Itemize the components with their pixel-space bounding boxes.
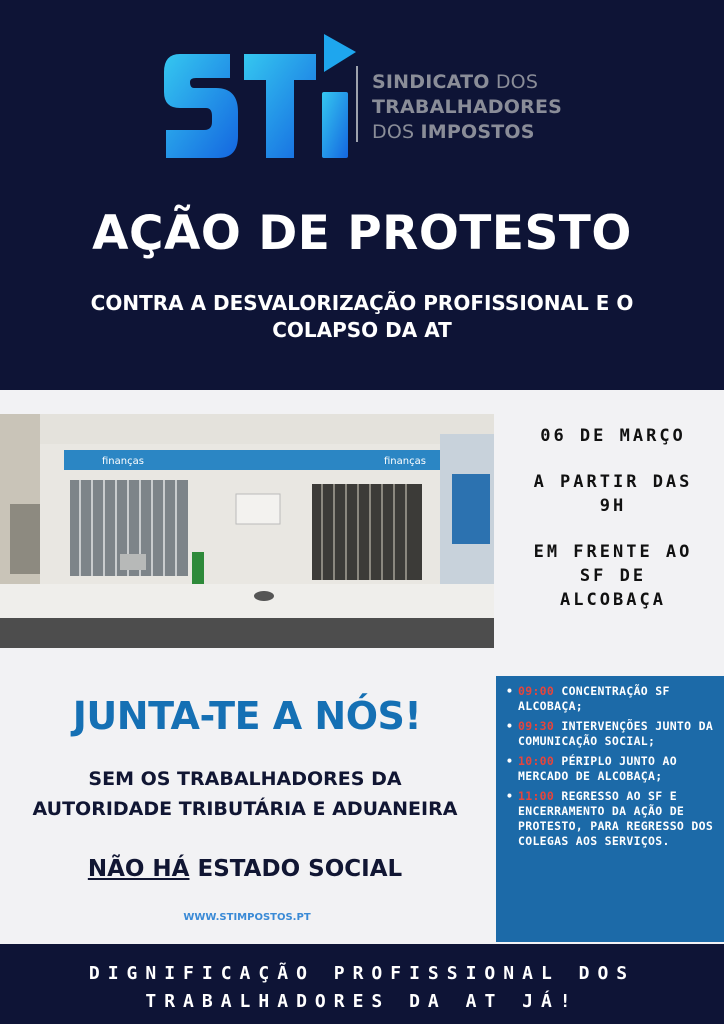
- footer-banner: [0, 944, 724, 1024]
- sign-right-text: finanças: [384, 456, 426, 467]
- org-name-line1-rest: DOS: [489, 71, 539, 93]
- schedule-text: PÉRIPLO JUNTO AO MERCADO DE ALCOBAÇA;: [518, 754, 677, 783]
- org-name-line3-bold: IMPOSTOS: [420, 121, 535, 143]
- page-subtitle: CONTRA A DESVALORIZAÇÃO PROFISSIONAL E O COLAPSO DA AT: [90, 291, 634, 342]
- schedule-time: 10:00: [518, 754, 555, 768]
- schedule-list: [496, 676, 724, 849]
- schedule-text: CONCENTRAÇÃO SF ALCOBAÇA;: [518, 684, 670, 713]
- finance-office-facade-image: [0, 414, 494, 648]
- schedule-item: [518, 719, 718, 749]
- organization-name: [372, 70, 562, 145]
- schedule-item: [518, 754, 718, 784]
- event-time: A PARTIR DAS 9H: [533, 472, 693, 516]
- statement-text: SEM OS TRABALHADORES DA AUTORIDADE TRIBUTÁRIA E ADUANEIRA: [32, 768, 458, 820]
- org-name-line2: TRABALHADORES: [372, 96, 563, 118]
- join-us-heading: JUNTA-TE A NÓS!: [72, 694, 422, 738]
- schedule-item: [518, 684, 718, 714]
- schedule-time: 09:00: [518, 684, 555, 698]
- header-banner: [0, 0, 724, 390]
- event-location: EM FRENTE AO SF DE ALCOBAÇA: [533, 542, 693, 610]
- schedule-time: 09:30: [518, 719, 555, 733]
- page-title: AÇÃO DE PROTESTO: [92, 206, 632, 261]
- statement-emphasis: NÃO HÁ: [87, 856, 190, 882]
- sti-logo: [160, 30, 580, 170]
- statement-conclusion: [30, 856, 460, 882]
- org-name-line1-bold: SINDICATO: [372, 71, 490, 93]
- building-photo: [0, 414, 494, 648]
- schedule-time: 11:00: [518, 789, 555, 803]
- website-link[interactable]: WWW.STIMPOSTOS.PT: [183, 912, 311, 923]
- event-info: [502, 424, 724, 634]
- statement-conclusion-text: ESTADO SOCIAL: [189, 856, 403, 882]
- schedule-panel: [496, 676, 724, 942]
- event-date: 06 DE MARÇO: [540, 426, 686, 446]
- logo-divider: [356, 66, 358, 142]
- org-name-line3-rest: DOS: [372, 121, 421, 143]
- schedule-text: REGRESSO AO SF E ENCERRAMENTO DA AÇÃO DE PROTESTO, PARA REGRESSO DOS COLEGAS AOS SERVIÇOS.: [518, 789, 714, 848]
- sign-left-text: finanças: [102, 456, 144, 467]
- footer-slogan: DIGNIFICAÇÃO PROFISSIONAL DOS TRABALHADORES DA AT JÁ!: [88, 963, 636, 1012]
- sti-logo-mark: [160, 30, 360, 170]
- schedule-text: INTERVENÇÕES JUNTO DA COMUNICAÇÃO SOCIAL;: [518, 719, 714, 748]
- schedule-item: [518, 789, 718, 849]
